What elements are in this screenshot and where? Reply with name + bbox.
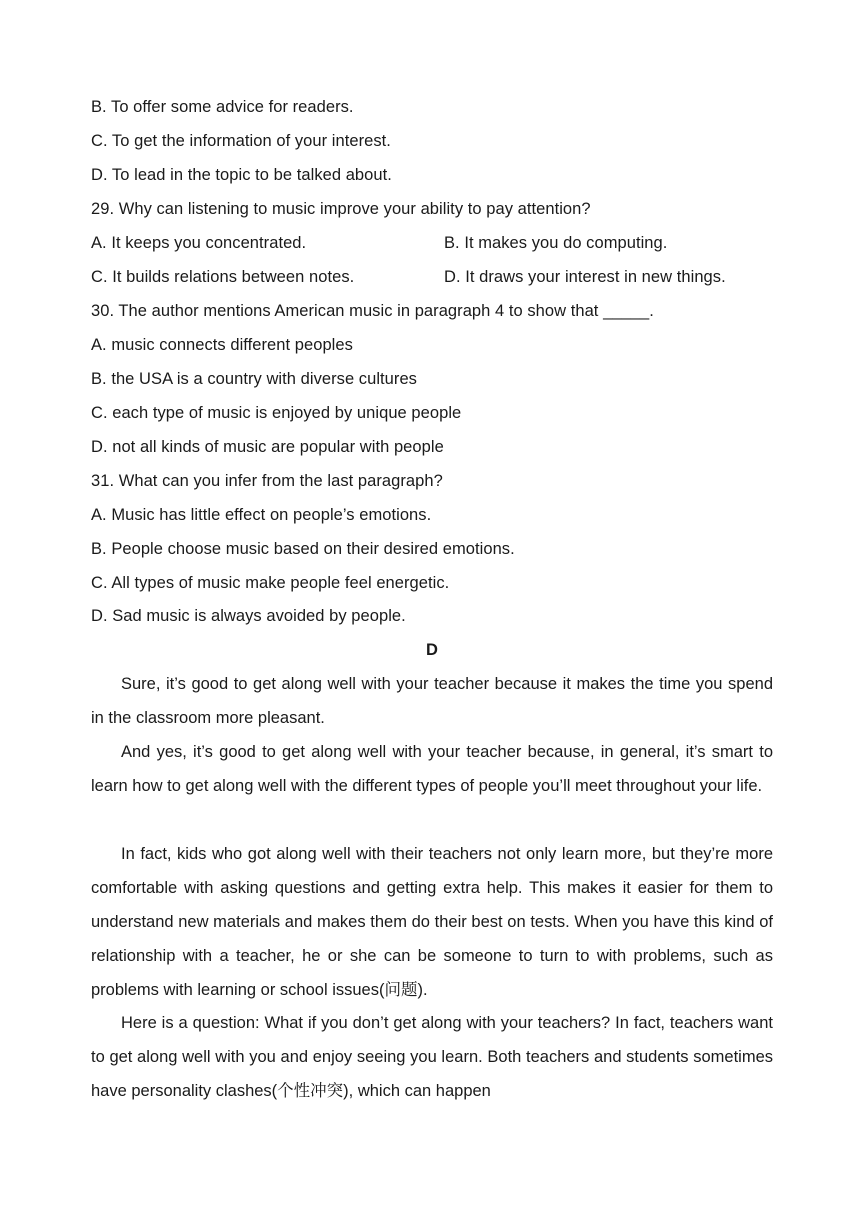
passage-paragraph-2: And yes, it’s good to get along well with your teacher because, in general, it’s smart to learn how to get along well with the different types of people you’ll meet throughout your life. — [91, 743, 773, 796]
q29-option-b: B. It makes you do computing. — [444, 234, 668, 252]
passage-paragraph-4: Here is a question: What if you don’t get along with your teachers? In fact, teachers want to get along well with you and enjoy seeing you learn. Both teachers and students sometimes have personality clashes(个性冲突), which can happen — [91, 1014, 773, 1101]
q28-option-b: B. To offer some advice for readers. — [91, 98, 354, 116]
q30-option-c: C. each type of music is enjoyed by unique people — [91, 404, 462, 422]
q29-option-a: A. It keeps you concentrated. — [91, 234, 307, 252]
q29-option-d: D. It draws your interest in new things. — [444, 268, 726, 286]
q31-question: 31. What can you infer from the last paragraph? — [91, 472, 443, 490]
q28-option-c: C. To get the information of your interest. — [91, 132, 391, 150]
q28-option-d: D. To lead in the topic to be talked about. — [91, 166, 392, 184]
q30-question: 30. The author mentions American music in paragraph 4 to show that _____. — [91, 302, 654, 320]
q31-option-c: C. All types of music make people feel energetic. — [91, 574, 450, 592]
q31-option-d: D. Sad music is always avoided by people. — [91, 607, 406, 625]
q30-option-b: B. the USA is a country with diverse cultures — [91, 370, 417, 388]
q31-option-a: A. Music has little effect on people’s emotions. — [91, 506, 432, 524]
q29-question: 29. Why can listening to music improve your ability to pay attention? — [91, 200, 591, 218]
passage-paragraph-1: Sure, it’s good to get along well with your teacher because it makes the time you spend in the classroom more pleasant. — [91, 675, 773, 728]
q29-option-c: C. It builds relations between notes. — [91, 268, 355, 286]
q30-option-a: A. music connects different peoples — [91, 336, 353, 354]
q31-option-b: B. People choose music based on their desired emotions. — [91, 540, 515, 558]
q30-option-d: D. not all kinds of music are popular with people — [91, 438, 444, 456]
passage-heading: D — [426, 641, 438, 659]
passage-paragraph-3: In fact, kids who got along well with their teachers not only learn more, but they’re more comfortable with asking questions and getting extra help. This makes it easier for them to understand new materials and makes them do their best on tests. When you have this kind of relationship with a teacher, he or she can be someone to turn to with problems, such as problems with learning or school issues(问题). — [91, 845, 773, 1000]
